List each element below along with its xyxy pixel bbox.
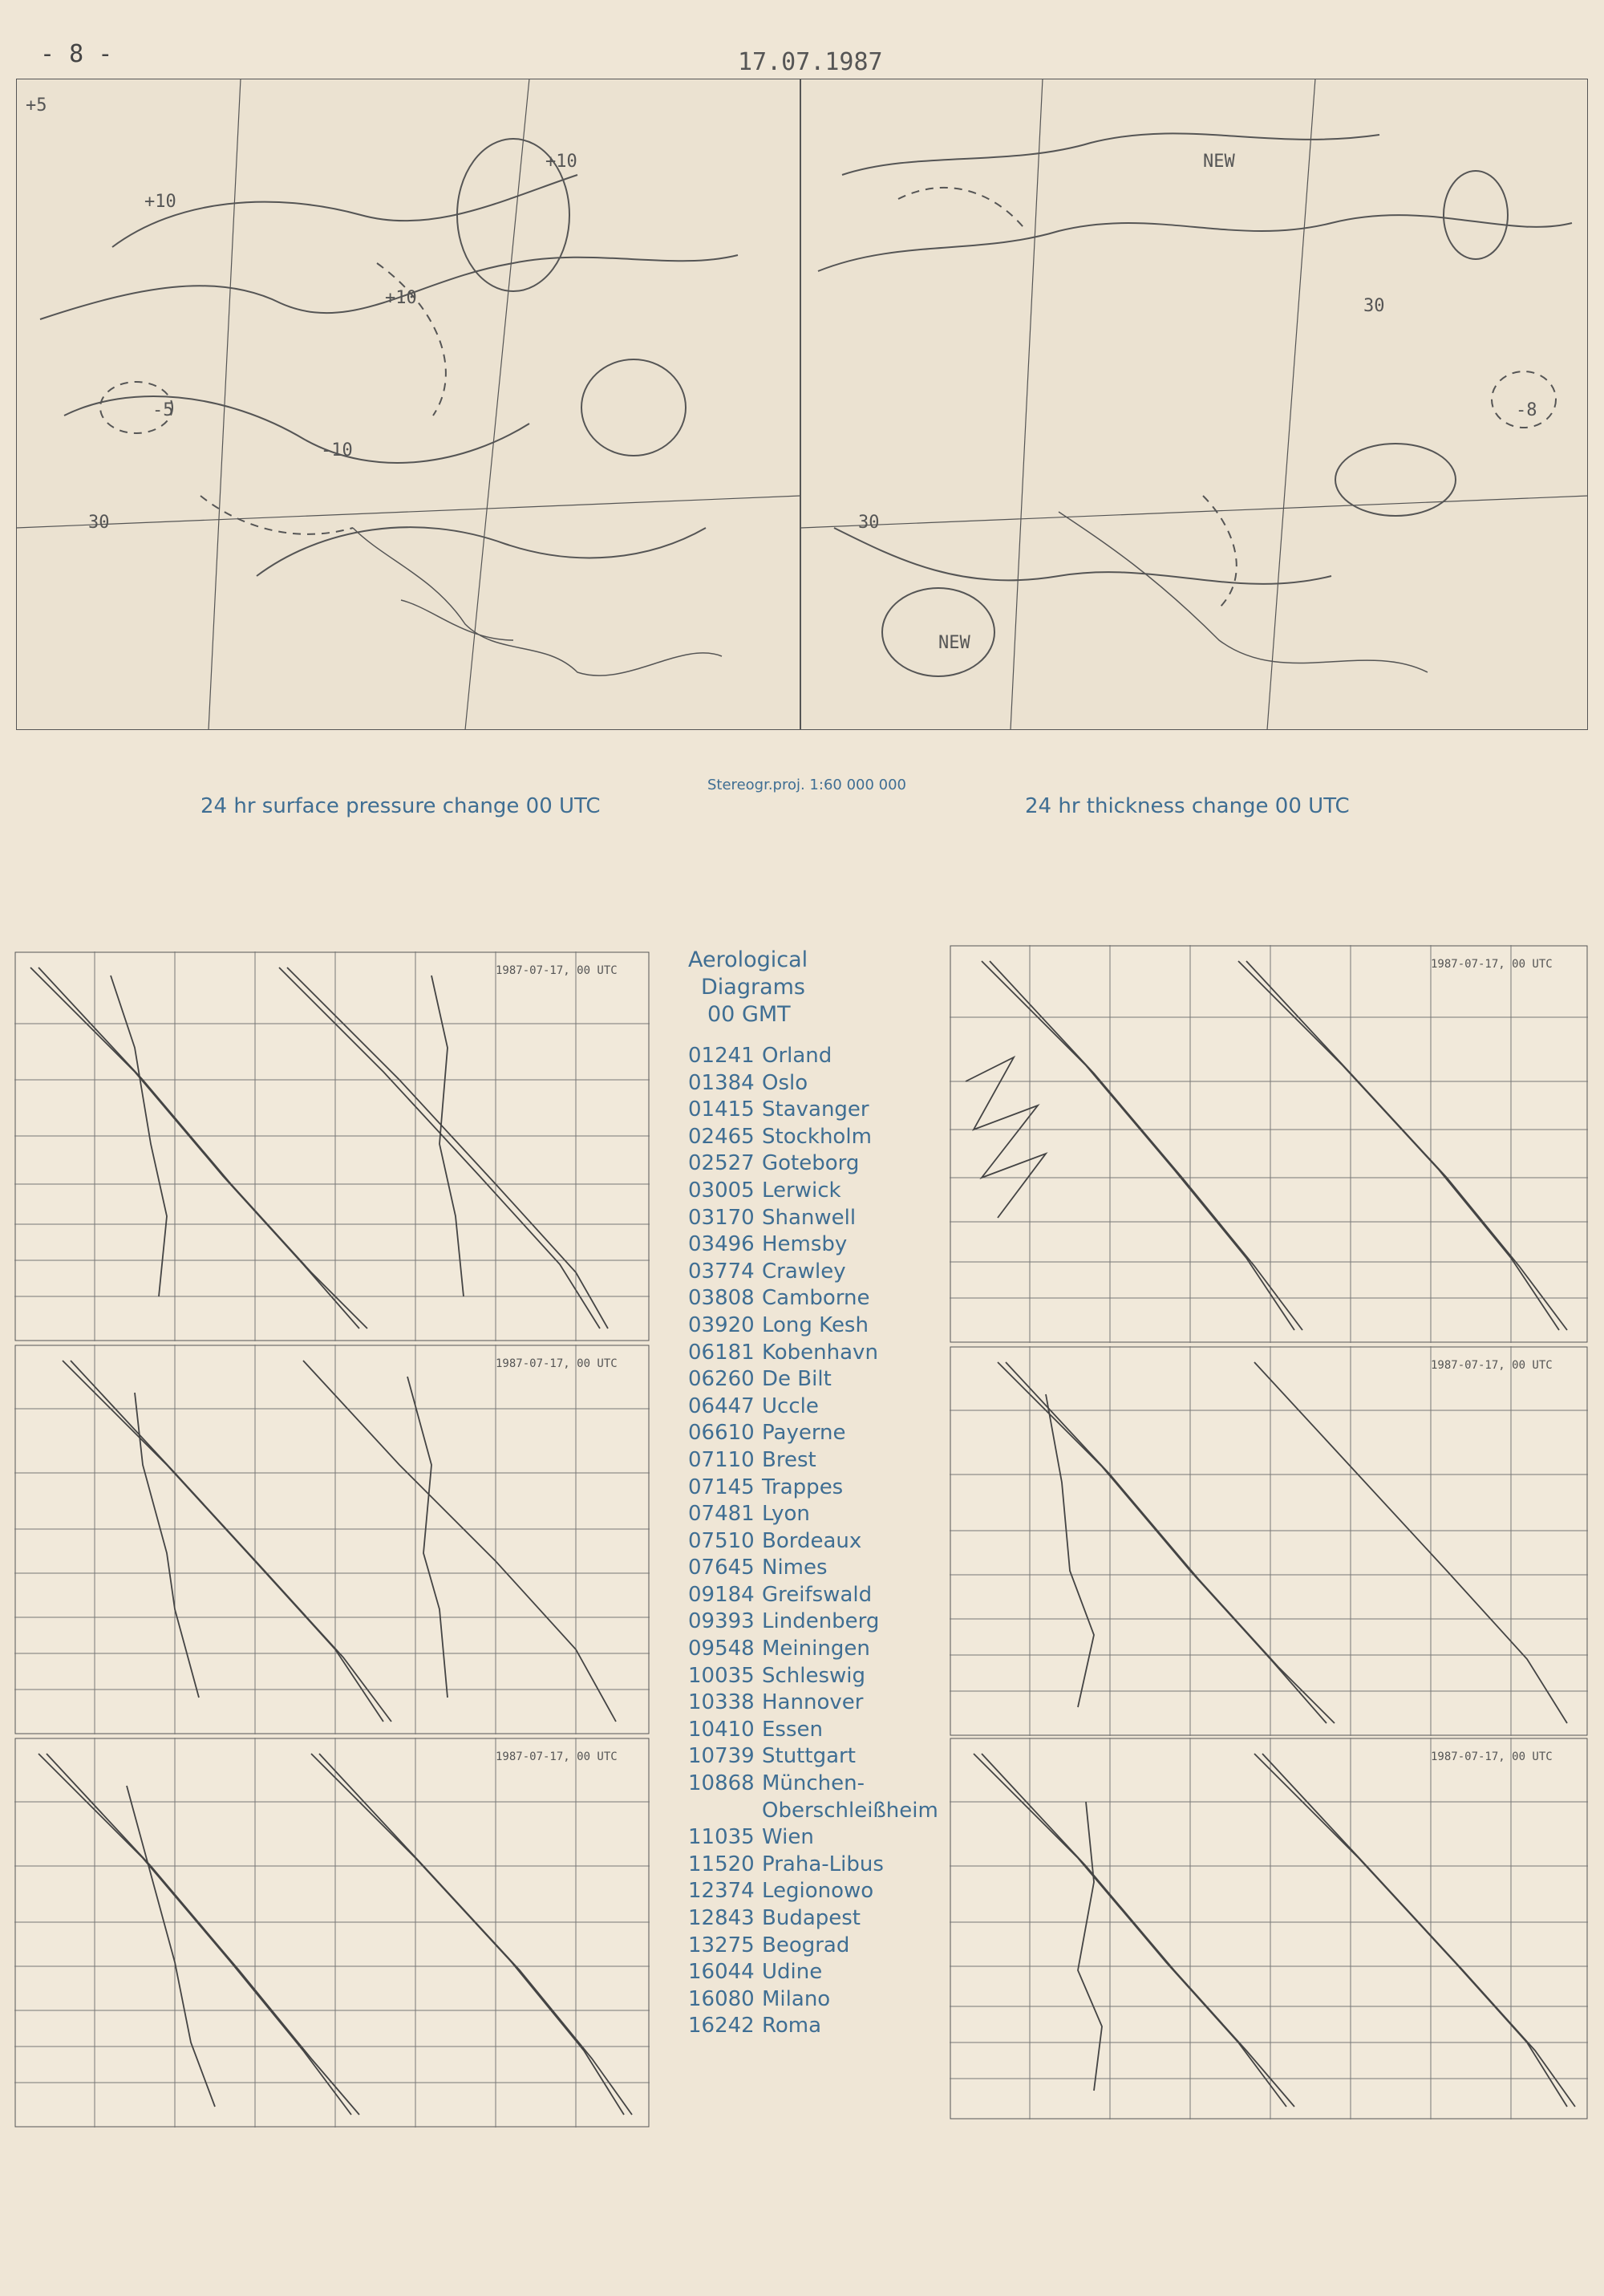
station-row bbox=[688, 1959, 953, 1986]
station-id: 06260 bbox=[688, 1367, 755, 1392]
station-id: 03920 bbox=[688, 1312, 755, 1337]
station-id: 06447 bbox=[688, 1393, 755, 1418]
station-row bbox=[688, 1340, 953, 1367]
station-name: Payerne bbox=[762, 1421, 846, 1446]
title-line-1: Aerological bbox=[688, 947, 808, 972]
station-panel-title bbox=[688, 947, 953, 1028]
left-diagram-3 bbox=[14, 1738, 650, 2128]
station-id: 01241 bbox=[688, 1044, 755, 1068]
station-row bbox=[688, 1824, 953, 1852]
svg-text:+5: +5 bbox=[26, 95, 47, 116]
station-name: Wien bbox=[762, 1825, 814, 1850]
station-row bbox=[688, 1663, 953, 1690]
station-name: Legionowo bbox=[762, 1879, 874, 1904]
right-diagram-1 bbox=[950, 945, 1588, 1343]
station-row bbox=[688, 1690, 953, 1717]
station-row bbox=[688, 1312, 953, 1340]
station-row bbox=[688, 1743, 953, 1771]
station-id: 16080 bbox=[688, 1986, 755, 2011]
svg-text:30: 30 bbox=[88, 513, 110, 533]
station-name: Long Kesh bbox=[762, 1312, 869, 1337]
station-name: Roma bbox=[762, 2014, 822, 2038]
station-row bbox=[688, 1852, 953, 1879]
station-row bbox=[688, 1043, 953, 1070]
station-row bbox=[688, 2013, 953, 2040]
left-diagram-1-chart bbox=[14, 951, 650, 1341]
station-id: 09548 bbox=[688, 1637, 755, 1661]
station-id: 09393 bbox=[688, 1609, 755, 1634]
svg-text:NEW: NEW bbox=[1203, 152, 1235, 172]
station-row bbox=[688, 1205, 953, 1232]
right-diagram-3-header: 1987-07-17, 00 UTC bbox=[1431, 1750, 1553, 1763]
station-row bbox=[688, 1717, 953, 1744]
left-diagram-2-header: 1987-07-17, 00 UTC bbox=[496, 1357, 618, 1370]
station-id: 07645 bbox=[688, 1556, 755, 1580]
station-name: Hannover bbox=[762, 1690, 864, 1715]
title-line-3: 00 GMT bbox=[707, 1002, 791, 1027]
station-name: Budapest bbox=[762, 1906, 861, 1930]
station-id: 07145 bbox=[688, 1475, 755, 1499]
station-row bbox=[688, 1582, 953, 1609]
projection-label: Stereogr.proj. 1:60 000 000 bbox=[707, 777, 907, 793]
station-id: 03774 bbox=[688, 1259, 755, 1284]
weather-maps bbox=[16, 79, 1588, 730]
station-id: 16044 bbox=[688, 1960, 755, 1985]
station-list bbox=[688, 1043, 953, 2040]
station-id: 03170 bbox=[688, 1205, 755, 1230]
station-row bbox=[688, 1070, 953, 1097]
svg-text:+10: +10 bbox=[144, 192, 176, 212]
left-diagram-3-header: 1987-07-17, 00 UTC bbox=[496, 1750, 618, 1763]
station-name: Stavanger bbox=[762, 1097, 869, 1122]
station-name: Goteborg bbox=[762, 1151, 860, 1176]
right-diagram-2 bbox=[950, 1346, 1588, 1736]
station-name: Uccle bbox=[762, 1393, 819, 1418]
station-name: Orland bbox=[762, 1044, 832, 1068]
station-row bbox=[688, 1447, 953, 1475]
station-row bbox=[688, 1366, 953, 1393]
station-name: Praha-Libus bbox=[762, 1852, 884, 1876]
station-name: De Bilt bbox=[762, 1367, 832, 1392]
left-diagram-2 bbox=[14, 1345, 650, 1734]
left-diagram-3-chart bbox=[14, 1738, 650, 2128]
station-id: 13275 bbox=[688, 1933, 755, 1957]
station-id: 12374 bbox=[688, 1879, 755, 1904]
station-name: Stuttgart bbox=[762, 1744, 856, 1769]
station-name: Essen bbox=[762, 1717, 823, 1742]
station-row bbox=[688, 1636, 953, 1663]
station-id: 03496 bbox=[688, 1232, 755, 1257]
station-row bbox=[688, 1608, 953, 1636]
station-row bbox=[688, 1285, 953, 1312]
station-id: 09184 bbox=[688, 1582, 755, 1607]
svg-text:-10: -10 bbox=[321, 440, 353, 460]
right-diagram-1-header: 1987-07-17, 00 UTC bbox=[1431, 958, 1553, 971]
station-row bbox=[688, 1771, 953, 1824]
station-name: Schleswig bbox=[762, 1663, 866, 1688]
station-name: München- Oberschleißheim bbox=[762, 1771, 938, 1823]
station-name: Brest bbox=[762, 1447, 816, 1472]
station-row bbox=[688, 1986, 953, 2014]
station-row bbox=[688, 1933, 953, 1960]
station-id: 06181 bbox=[688, 1340, 755, 1365]
station-row bbox=[688, 1150, 953, 1178]
station-name: Beograd bbox=[762, 1933, 850, 1957]
station-name: Udine bbox=[762, 1960, 823, 1985]
station-row bbox=[688, 1528, 953, 1556]
station-name: Lerwick bbox=[762, 1178, 841, 1203]
svg-text:+10: +10 bbox=[385, 288, 417, 308]
station-row bbox=[688, 1097, 953, 1124]
svg-text:+10: +10 bbox=[545, 152, 577, 172]
station-id: 16242 bbox=[688, 2014, 755, 2038]
page-date: 17.07.1987 bbox=[738, 48, 883, 76]
station-id: 07110 bbox=[688, 1447, 755, 1472]
station-id: 10035 bbox=[688, 1663, 755, 1688]
station-name: Milano bbox=[762, 1986, 831, 2011]
station-id: 06610 bbox=[688, 1421, 755, 1446]
station-name: Oslo bbox=[762, 1070, 808, 1095]
station-id: 10739 bbox=[688, 1744, 755, 1769]
right-diagram-3-chart bbox=[950, 1738, 1588, 2120]
station-name: Nimes bbox=[762, 1556, 828, 1580]
station-id: 02527 bbox=[688, 1151, 755, 1176]
station-name: Stockholm bbox=[762, 1124, 872, 1149]
station-id: 07481 bbox=[688, 1502, 755, 1527]
left-diagram-1 bbox=[14, 951, 650, 1341]
station-id: 10868 bbox=[688, 1771, 755, 1796]
station-id: 02465 bbox=[688, 1124, 755, 1149]
station-id: 11520 bbox=[688, 1852, 755, 1876]
right-diagram-1-chart bbox=[950, 945, 1588, 1343]
station-name: Crawley bbox=[762, 1259, 846, 1284]
station-name: Shanwell bbox=[762, 1205, 857, 1230]
station-name: Lyon bbox=[762, 1502, 810, 1527]
station-name: Hemsby bbox=[762, 1232, 848, 1257]
station-panel bbox=[688, 947, 953, 2040]
right-diagram-2-header: 1987-07-17, 00 UTC bbox=[1431, 1359, 1553, 1372]
svg-text:-5: -5 bbox=[152, 400, 174, 420]
station-id: 03005 bbox=[688, 1178, 755, 1203]
station-id: 12843 bbox=[688, 1906, 755, 1930]
station-name: Camborne bbox=[762, 1286, 870, 1311]
station-id: 10410 bbox=[688, 1717, 755, 1742]
station-id: 11035 bbox=[688, 1825, 755, 1850]
right-diagram-2-chart bbox=[950, 1346, 1588, 1736]
page-number: - 8 - bbox=[40, 40, 113, 68]
station-name: Kobenhavn bbox=[762, 1340, 878, 1365]
title-line-2: Diagrams bbox=[701, 975, 805, 1000]
station-name: Trappes bbox=[762, 1475, 844, 1499]
station-row bbox=[688, 1878, 953, 1905]
station-id: 01415 bbox=[688, 1097, 755, 1122]
station-row bbox=[688, 1420, 953, 1447]
station-id: 10338 bbox=[688, 1690, 755, 1715]
station-row bbox=[688, 1393, 953, 1421]
station-row bbox=[688, 1231, 953, 1259]
station-name: Bordeaux bbox=[762, 1528, 862, 1553]
station-id: 03808 bbox=[688, 1286, 755, 1311]
station-row bbox=[688, 1178, 953, 1205]
left-map-caption: 24 hr surface pressure change 00 UTC bbox=[200, 794, 601, 818]
station-row bbox=[688, 1501, 953, 1528]
left-diagram-2-chart bbox=[14, 1345, 650, 1734]
station-name: Meiningen bbox=[762, 1637, 870, 1661]
svg-text:30: 30 bbox=[1363, 296, 1385, 316]
station-row bbox=[688, 1905, 953, 1933]
svg-text:NEW: NEW bbox=[938, 633, 970, 653]
right-map-caption: 24 hr thickness change 00 UTC bbox=[1025, 794, 1350, 818]
station-row bbox=[688, 1555, 953, 1582]
station-id: 07510 bbox=[688, 1528, 755, 1553]
svg-text:30: 30 bbox=[858, 513, 880, 533]
station-row bbox=[688, 1259, 953, 1286]
station-row bbox=[688, 1475, 953, 1502]
station-row bbox=[688, 1124, 953, 1151]
right-diagram-3 bbox=[950, 1738, 1588, 2120]
station-name: Greifswald bbox=[762, 1582, 873, 1607]
left-diagram-1-header: 1987-07-17, 00 UTC bbox=[496, 964, 618, 977]
station-id: 01384 bbox=[688, 1070, 755, 1095]
station-name: Lindenberg bbox=[762, 1609, 880, 1634]
svg-text:-8: -8 bbox=[1516, 400, 1537, 420]
